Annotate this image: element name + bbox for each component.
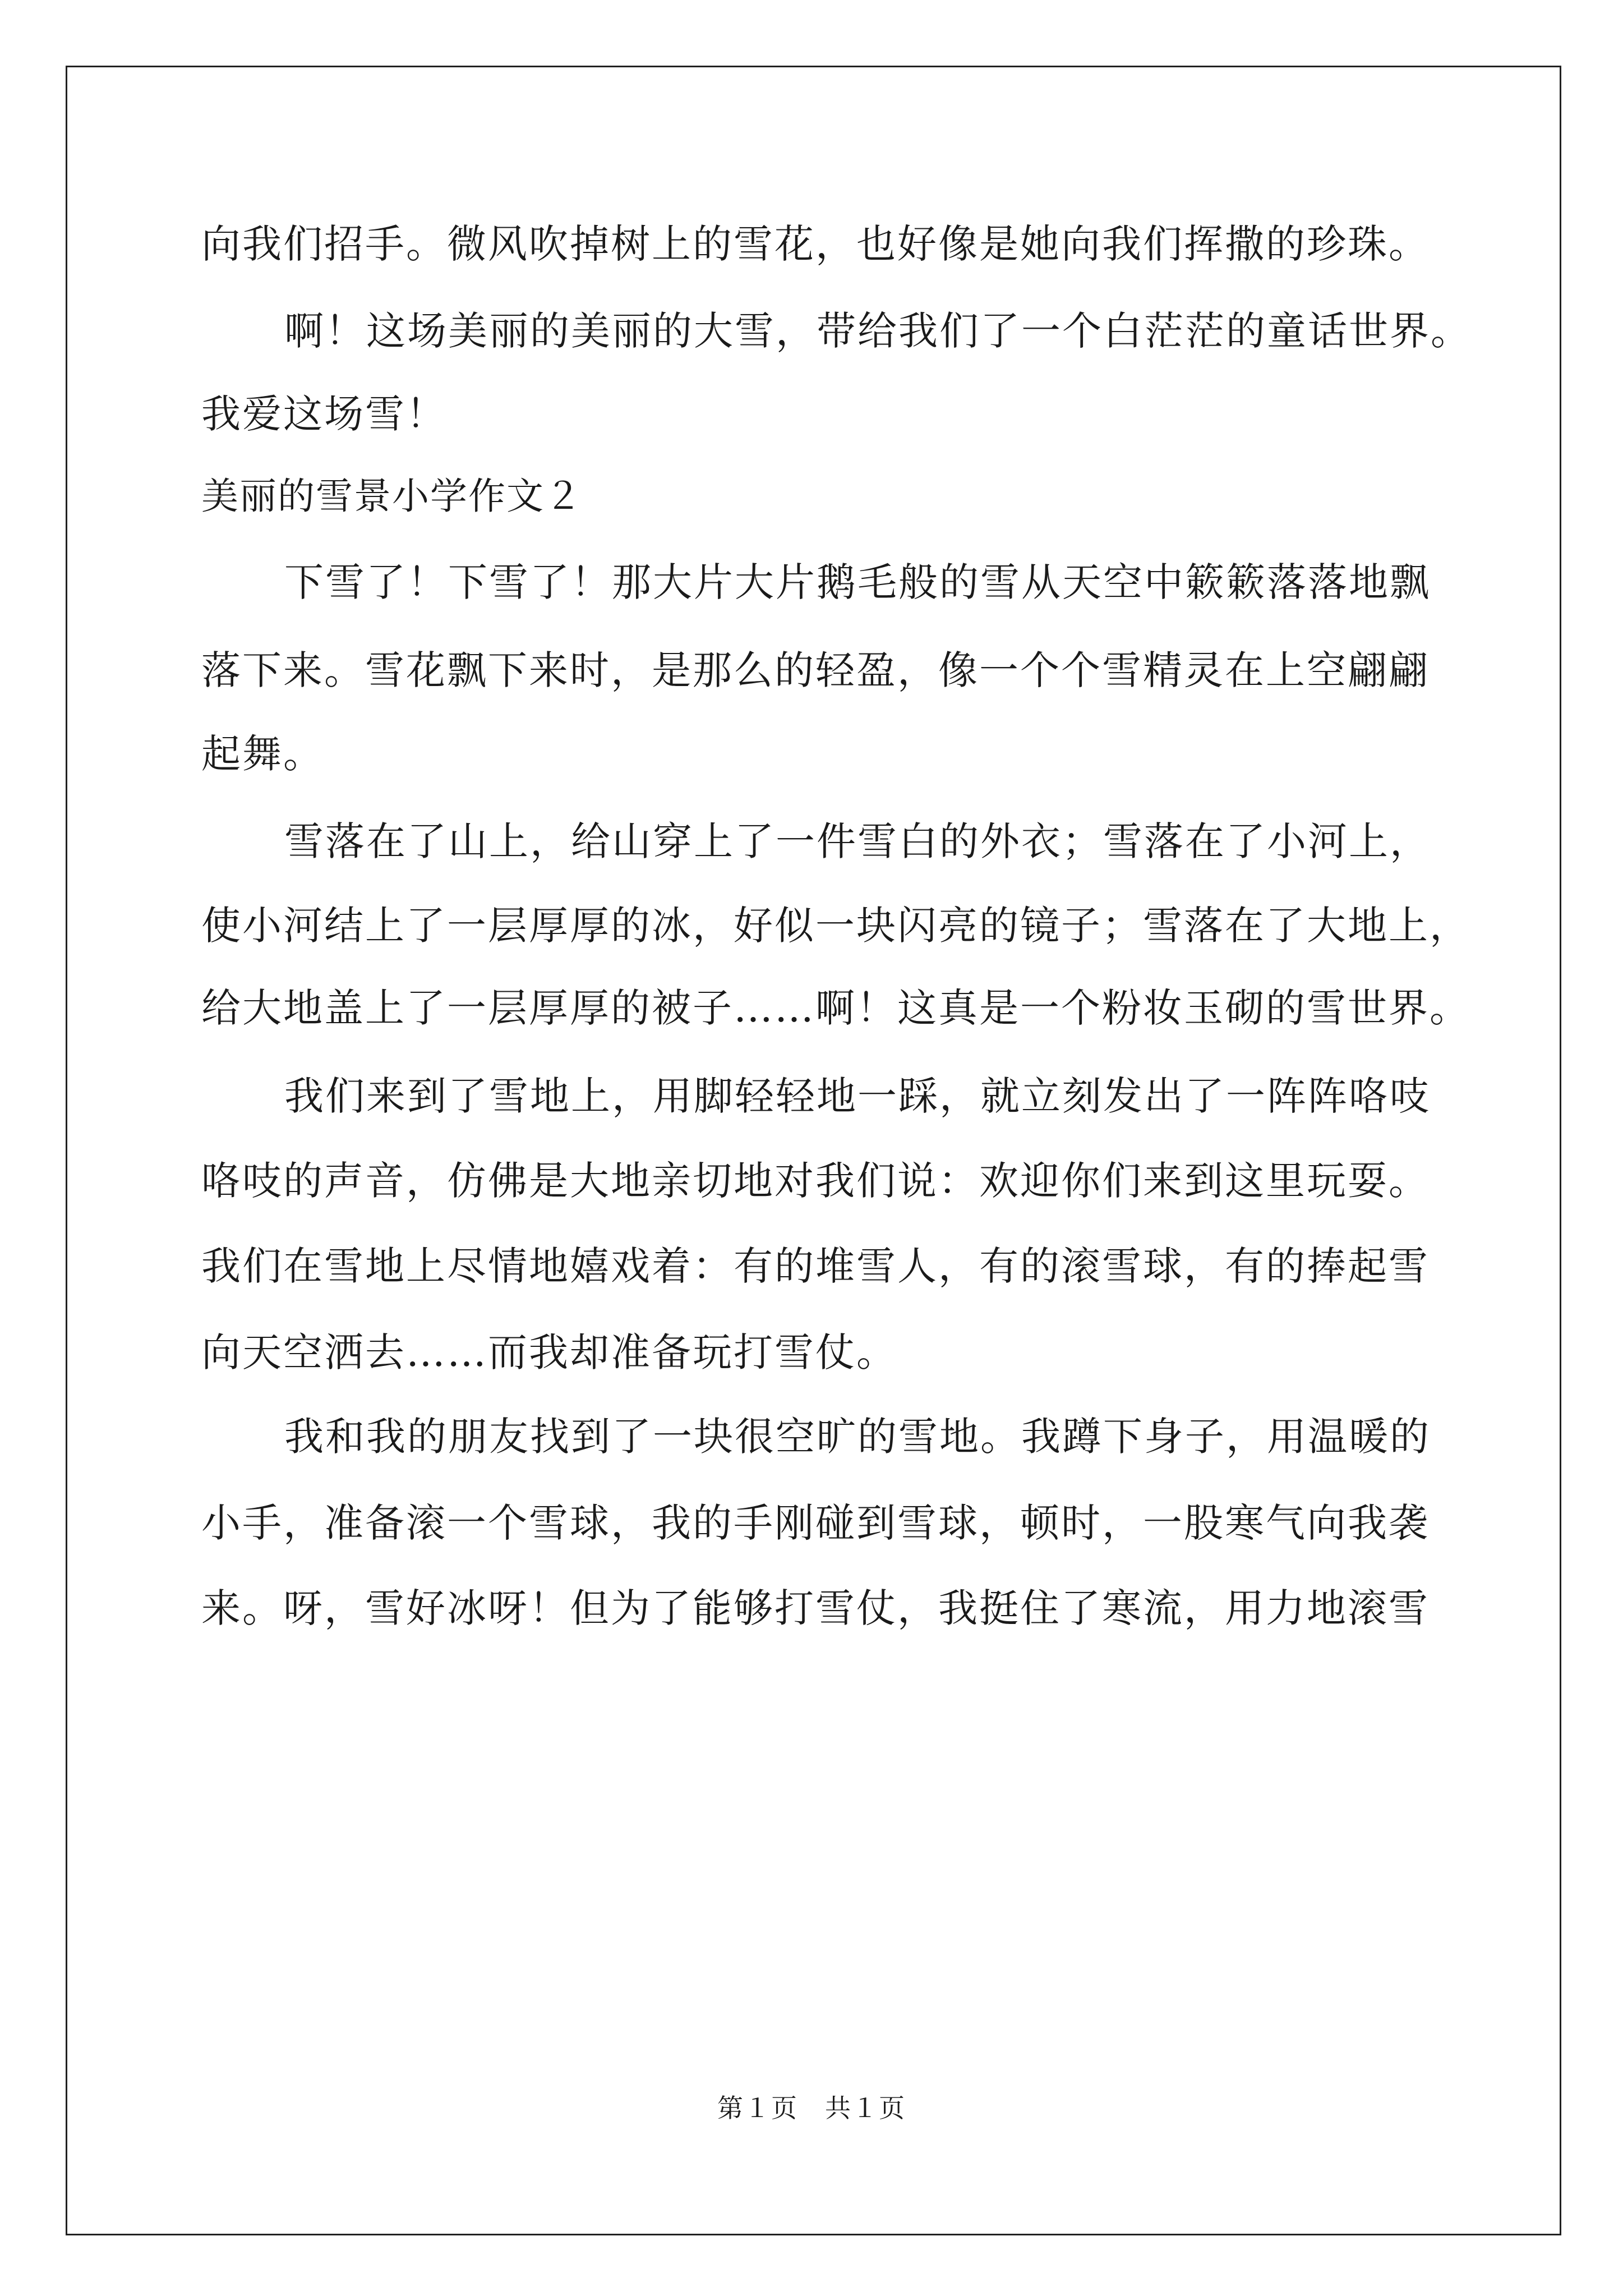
text-line: 我爱这场雪！ [201,391,447,437]
text-line: 向我们招手。微风吹掉树上的雪花，也好像是她向我们挥撒的珍珠。 [201,221,1430,267]
paragraph-line: 我和我的朋友找到了一块很空旷的雪地。我蹲下身子，用温暖的 [284,1414,1431,1460]
text-line: 向天空洒去……而我却准备玩打雪仗。 [201,1329,897,1375]
page-number-footer: 第１页 共１页 [717,2093,906,2123]
section-heading: 美丽的雪景小学作文２ [201,475,583,518]
text-line: 咯吱的声音，仿佛是大地亲切地对我们说：欢迎你们来到这里玩耍。 [201,1158,1430,1204]
text-line: 给大地盖上了一层厚厚的被子……啊！这真是一个粉妆玉砌的雪世界。 [201,985,1470,1031]
text-line: 来。呀，雪好冰呀！但为了能够打雪仗，我挺住了寒流，用力地滚雪 [201,1585,1430,1631]
paragraph-line: 雪落在了山上，给山穿上了一件雪白的外衣；雪落在了小河上， [284,818,1431,864]
paragraph-line: 我们来到了雪地上，用脚轻轻地一踩，就立刻发出了一阵阵咯吱 [284,1073,1431,1119]
paragraph-line: 啊！这场美丽的美丽的大雪，带给我们了一个白茫茫的童话世界。 [284,308,1472,354]
text-line: 起舞。 [201,731,324,777]
text-line: 落下来。雪花飘下来时，是那么的轻盈，像一个个雪精灵在上空翩翩 [201,647,1430,693]
paragraph-line: 下雪了！下雪了！那大片大片鹅毛般的雪从天空中簌簌落落地飘 [284,559,1431,605]
text-line: 我们在雪地上尽情地嬉戏着：有的堆雪人，有的滚雪球，有的捧起雪 [201,1243,1430,1289]
text-line: 使小河结上了一层厚厚的冰，好似一块闪亮的镜子；雪落在了大地上， [201,903,1470,949]
text-line: 小手，准备滚一个雪球，我的手刚碰到雪球，顿时，一股寒气向我袭 [201,1500,1430,1546]
